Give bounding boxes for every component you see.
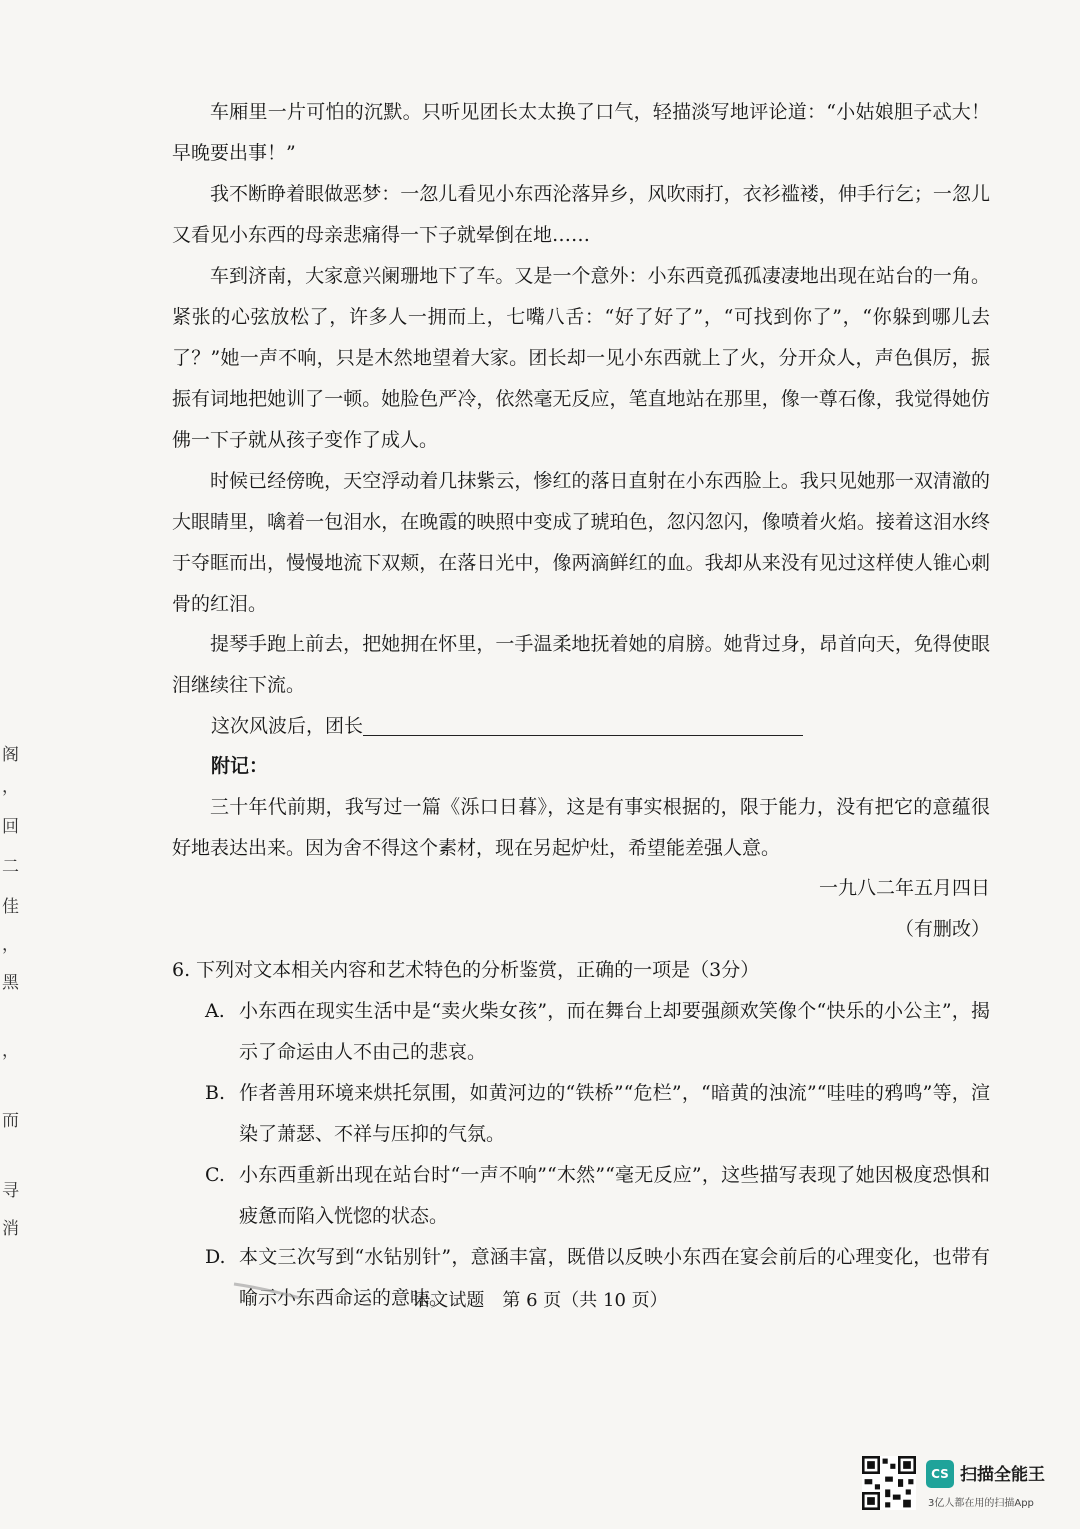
date-line: 一九八二年五月四日	[818, 877, 990, 899]
scanner-watermark	[862, 1456, 1072, 1514]
option-letter: B.	[205, 1082, 226, 1104]
qr-code-icon	[862, 1456, 916, 1510]
cs-logo-icon: CS	[926, 1460, 954, 1488]
margin-char: 佳	[2, 897, 19, 917]
paragraph-6-text: 这次风波后，团长	[211, 715, 364, 737]
scanner-brand: 扫描全能王	[960, 1465, 1045, 1485]
margin-char: 回	[2, 817, 19, 837]
margin-char: 消	[2, 1219, 19, 1239]
passage-paragraph-4: 时候已经傍晚，天空浮动着几抹紫云，惨红的落日直射在小东西脸上。我只见她那一双清澈的大眼睛里，噙着一包泪水，在晚霞的映照中变成了琥珀色，忽闪忽闪，像喷着火焰。接着这泪水终于夺眶而出，慢慢地流下双颊，在落日光中，像两滴鲜红的血。我却从来没有见过这样使人锥心刺骨的红泪。	[172, 470, 990, 615]
margin-char: 阁	[2, 745, 19, 765]
question-stem: 6. 下列对文本相关内容和艺术特色的分析鉴赏，正确的一项是（3分）	[172, 959, 760, 981]
option-text: 本文三次写到“水钻别针”，意涵丰富，既借以反映小东西在宴会前后的心理变化，也带有喻示小东西命运的意味。	[239, 1246, 990, 1309]
margin-char: ，	[2, 1041, 19, 1061]
passage-paragraph-3: 车到济南，大家意兴阑珊地下了车。又是一个意外：小东西竟孤孤凄凄地出现在站台的一角。紧张的心弦放松了，许多人一拥而上，七嘴八舌：“好了好了”，“可找到你了”，“你躲到哪儿去了？”她一声不响，只是木然地望着大家。团长却一见小东西就上了火，分开众人，声色俱厉，振振有词地把她训了一顿。她脸色严冷，依然毫无反应，笔直地站在那里，像一尊石像，我觉得她仿佛一下子就从孩子变作了成人。	[172, 265, 990, 451]
option-text: 作者善用环境来烘托氛围，如黄河边的“铁桥”“危栏”，“暗黄的浊流”“哇哇的鸦鸣”等，渲染了萧瑟、不祥与压抑的气氛。	[239, 1082, 990, 1145]
edited-note: （有删改）	[894, 918, 990, 940]
margin-char: ，	[2, 935, 19, 955]
option-a	[205, 991, 990, 1073]
passage-paragraph-1: 车厢里一片可怕的沉默。只听见团长太太换了口气，轻描淡写地评论道：“小姑娘胆子忒大！早晚要出事！”	[172, 101, 990, 164]
margin-char: 寻	[2, 1181, 19, 1201]
option-text: 小东西在现实生活中是“卖火柴女孩”，而在舞台上却要强颜欢笑像个“快乐的小公主”，揭示了命运由人不由己的悲哀。	[239, 1000, 990, 1063]
option-letter: A.	[205, 1000, 225, 1022]
note-text: 三十年代前期，我写过一篇《泺口日暮》，这是有事实根据的，限于能力，没有把它的意蕴很好地表达出来。因为舍不得这个素材，现在另起炉灶，希望能差强人意。	[172, 796, 990, 859]
passage-paragraph-2: 我不断睁着眼做恶梦：一忽儿看见小东西沦落异乡，风吹雨打，衣衫褴褛，伸手行乞；一忽儿又看见小东西的母亲悲痛得一下子就晕倒在地……	[172, 183, 990, 246]
fill-blank-line	[363, 713, 803, 736]
margin-char: 而	[2, 1111, 19, 1131]
option-letter: C.	[205, 1164, 225, 1186]
margin-char: 黑	[2, 973, 19, 993]
option-text: 小东西重新出现在站台时“一声不响”“木然”“毫无反应”，这些描写表现了她因极度恐惧和疲惫而陷入恍惚的状态。	[239, 1164, 990, 1227]
margin-char: ，	[2, 777, 19, 797]
page-footer: 语文试题 第 6 页（共 10 页）	[412, 1290, 668, 1311]
passage-paragraph-5: 提琴手跑上前去，把她拥在怀里，一手温柔地抚着她的肩膀。她背过身，昂首向天，免得使眼泪继续往下流。	[172, 633, 990, 696]
option-letter: D.	[205, 1246, 226, 1268]
note-title: 附记：	[211, 755, 269, 777]
scanner-tagline: 3亿人都在用的扫描App	[928, 1498, 1034, 1509]
option-c	[205, 1155, 990, 1237]
passage-paragraph-6	[211, 706, 990, 747]
option-b	[205, 1073, 990, 1155]
margin-char: 二	[2, 857, 19, 877]
